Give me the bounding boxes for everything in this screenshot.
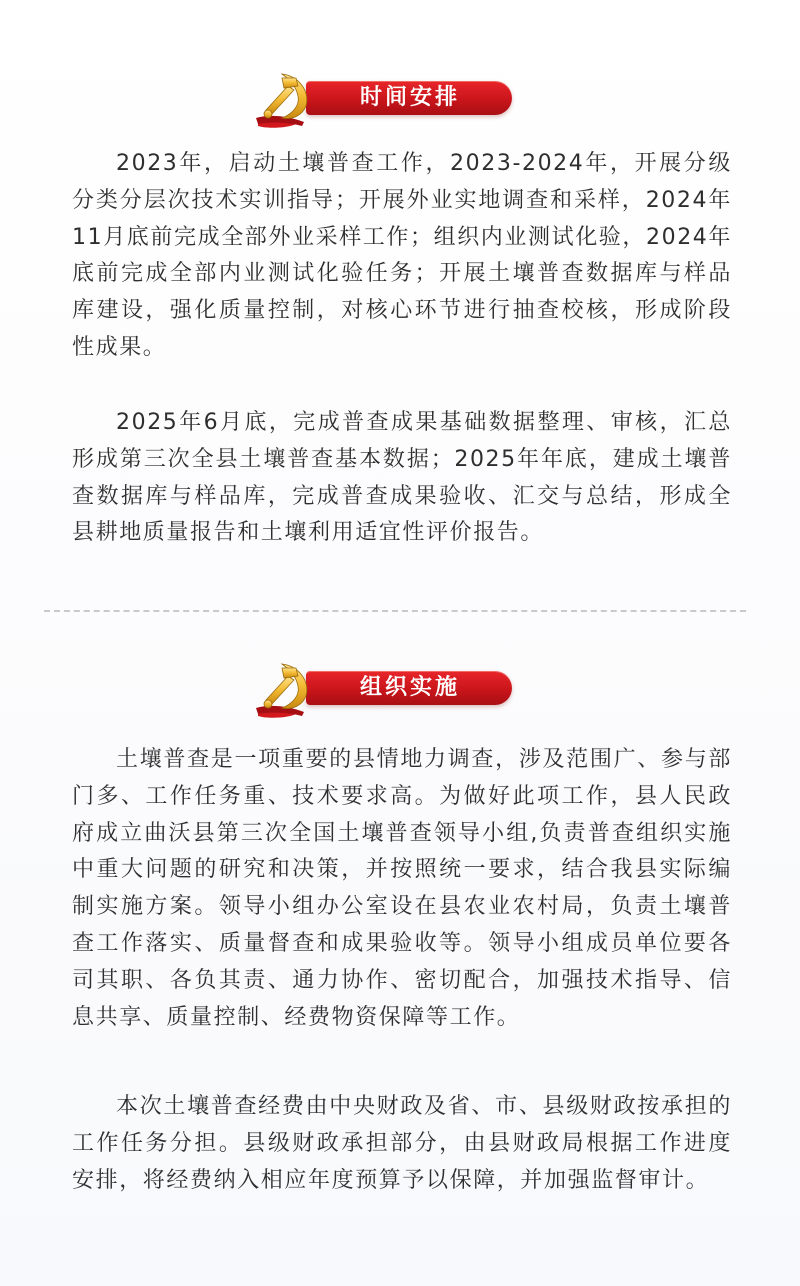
paragraph: 2025年6月底，完成普查成果基础数据整理、审核，汇总形成第三次全县土壤普查基本数据；2025年年底，建成土壤普查数据库与样品库，完成普查成果验收、汇交与总结，形成全县耕地质量报告和土壤利用适宜性评价报告。: [72, 410, 732, 546]
paragraph: 本次土壤普查经费由中央财政及省、市、县级财政按承担的工作任务分担。县级财政承担部分，由县财政局根据工作进度安排，将经费纳入相应年度预算予以保障，并加强监督审计。: [72, 1094, 732, 1193]
paragraph: 2023年，启动土壤普查工作，2023-2024年，开展分级分类分层次技术实训指导；开展外业实地调查和采样，2024年11月底前完成全部外业采样工作；组织内业测试化验，2024年底前完成全部内业测试化验任务；开展土壤普查数据库与样品库建设，强化质量控制，对核心环节进行抽查校核，形成阶段性成果。: [72, 151, 732, 360]
dashed-divider: [44, 610, 746, 612]
section-header-organization: [0, 658, 800, 718]
section-header-schedule: [0, 68, 800, 128]
section-title: 时间安排: [359, 85, 460, 110]
paragraph: 土壤普查是一项重要的县情地力调查，涉及范围广、参与部门多、工作任务重、技术要求高。为做好此项工作，县人民政府成立曲沃县第三次全国土壤普查领导小组,负责普查组织实施中重大问题的研究和决策，并按照统一要求，结合我县实际编制实施方案。领导小组办公室设在县农业农村局，负责土壤普查工作落实、质量督查和成果验收等。领导小组成员单位要各司其职、各负其责、通力协作、密切配合，加强技术指导、信息共享、质量控制、经费物资保障等工作。: [72, 747, 732, 1030]
section-title: 组织实施: [359, 675, 460, 700]
